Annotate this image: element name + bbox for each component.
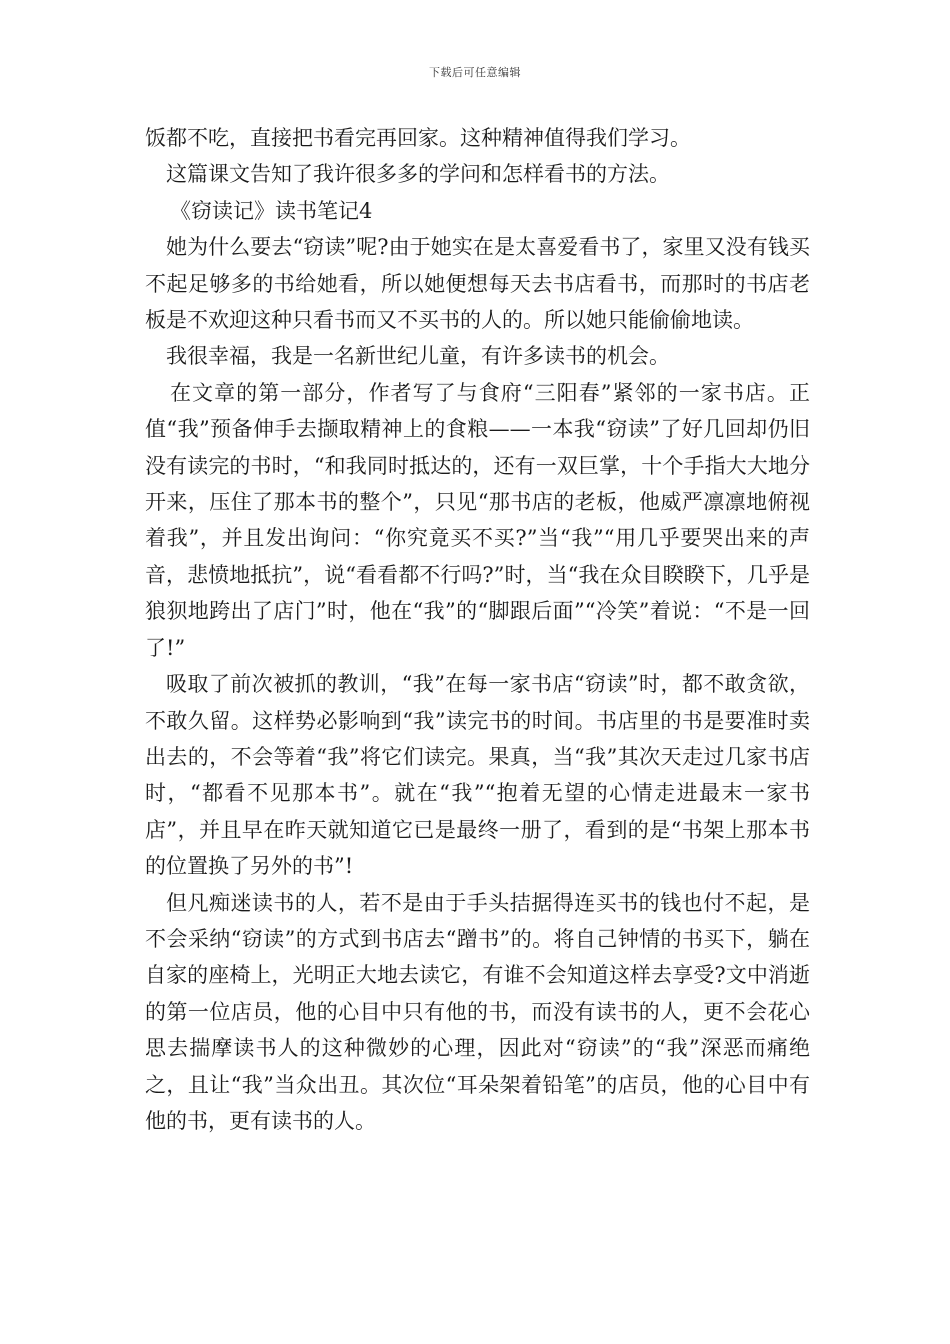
document-body: [145, 120, 810, 1139]
paragraph-why-steal-read: 她为什么要去“窃读”呢?由于她实在是太喜爱看书了，家里又没有钱买不起足够多的书给她看，所以她便想每天去书店看书，而那时的书店老板是不欢迎这种只看书而又不买书的人的。所以她只能偷偷地读。: [145, 235, 810, 333]
paragraph-lesson: 吸取了前次被抓的教训，“我”在每一家书店“窃读”时，都不敢贪欲，不敢久留。这样势必影响到“我”读完书的时间。书店里的书是要准时卖出去的，不会等着“我”将它们读完。果真，当“我”其次天走过几家书店时，“都看不见那本书”。就在“我”“抱着无望的心情走进最末一家书店”，并且早在昨天就知道它已是最终一册了，看到的是“书架上那本书的位置换了另外的书”!: [145, 672, 810, 879]
paragraph-continuation: 饭都不吃，直接把书看完再回家。这种精神值得我们学习。: [145, 126, 691, 150]
paragraph-summary: 这篇课文告知了我许很多多的学问和怎样看书的方法。: [166, 162, 670, 187]
section-title: 《窃读记》读书笔记4: [170, 198, 373, 223]
paragraph-first-part: 在文章的第一部分，作者写了与食府“三阳春”紧邻的一家书店。正值“我”预备伸手去撷取精神上的食粮——一本我“窃读”了好几回却仍旧没有读完的书时，“和我同时抵达的，还有一双巨掌，十个手指大大地分开来，压住了那本书的整个”，只见“那书店的老板，他威严凛凛地俯视着我”，并且发出询问：“你究竟买不买?”当“我”“用几乎要哭出来的声音，悲愤地抵抗”，说“看看都不行吗?”时，当“我在众目睽睽下，几乎是狼狈地跨出了店门”时，他在“我”的“脚跟后面”“冷笑”着说：“不是一回了!”: [145, 380, 810, 660]
paragraph-book-lovers: 但凡痴迷读书的人，若不是由于手头拮据得连买书的钱也付不起，是不会采纳“窃读”的方式到书店去“蹭书”的。将自己钟情的书买下，躺在自家的座椅上，光明正大地去读它，有谁不会知道这样去享受?文中消逝的第一位店员，他的心目中只有他的书，而没有读书的人，更不会花心思去揣摩读书人的这种微妙的心理，因此对“窃读”的“我”深恶而痛绝之，且让“我”当众出丑。其次位“耳朵架着铅笔”的店员，他的心目中有他的书，更有读书的人。: [145, 890, 810, 1133]
paragraph-happiness: 我很幸福，我是一名新世纪儿童，有许多读书的机会。: [166, 344, 670, 369]
page-header: 下载后可任意编辑: [429, 66, 521, 79]
